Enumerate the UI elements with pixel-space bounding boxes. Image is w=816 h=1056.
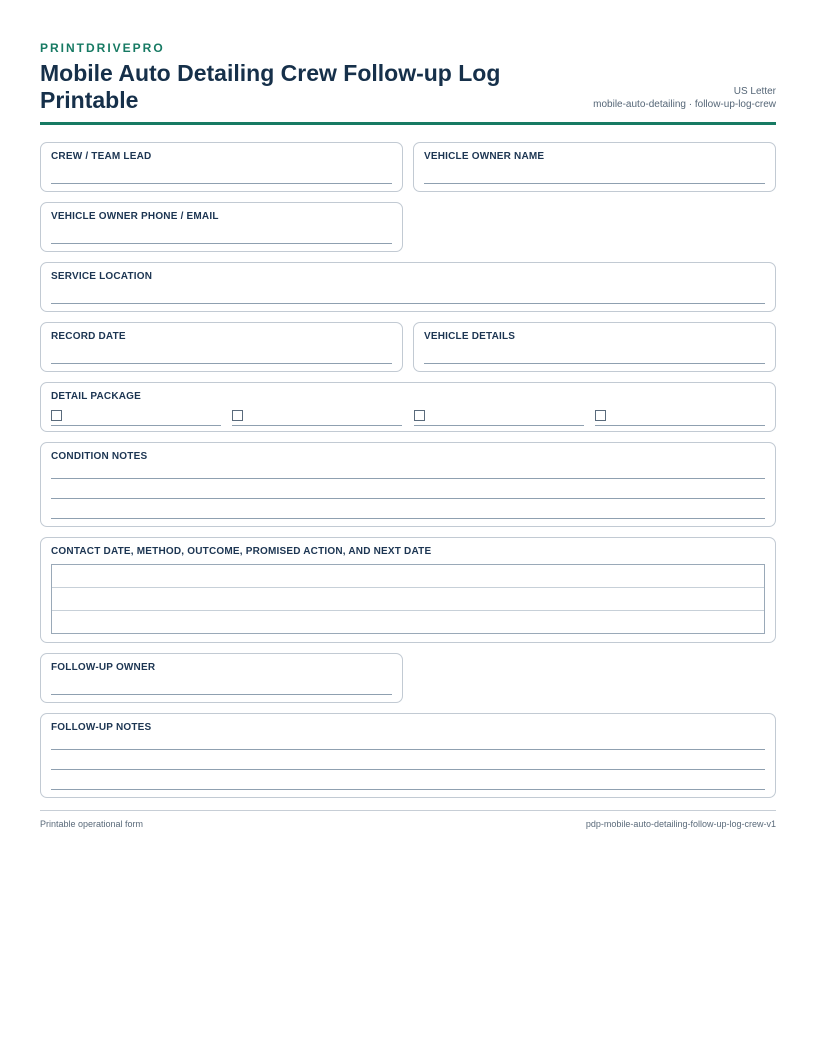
crew-lead-label: CREW / TEAM LEAD [51,151,152,162]
detail-package-option[interactable] [595,409,765,426]
condition-notes-line[interactable] [51,518,765,519]
condition-notes-line[interactable] [51,478,765,479]
footer-divider [40,810,776,811]
contact-log-table [51,564,765,634]
vehicle-owner-contact-label: VEHICLE OWNER PHONE / EMAIL [51,211,219,222]
brand-name: PRINTDRIVEPRO [40,41,165,55]
follow-up-notes-line[interactable] [51,789,765,790]
vehicle-owner-contact-field [40,202,403,252]
header-divider [40,122,776,125]
checkbox[interactable] [414,410,425,421]
vehicle-details-label: VEHICLE DETAILS [424,331,516,342]
detail-package-option[interactable] [414,409,584,426]
footer-caption: Printable operational form [40,819,144,829]
record-date-label: RECORD DATE [51,331,126,342]
detail-package-field [40,382,776,432]
condition-notes-field [40,442,776,527]
record-date-field [40,322,403,372]
detail-package-option[interactable] [232,409,402,426]
service-location-field [40,262,776,312]
follow-up-owner-field [40,653,403,703]
vehicle-details-input-line[interactable] [424,363,765,364]
contact-log-row[interactable] [52,611,764,634]
paper-size: US Letter [733,86,776,97]
follow-up-notes-line[interactable] [51,769,765,770]
follow-up-notes-line[interactable] [51,749,765,750]
follow-up-notes-label: FOLLOW-UP NOTES [51,722,152,733]
contact-log-row[interactable] [52,565,764,588]
follow-up-owner-input-line[interactable] [51,694,392,695]
vehicle-owner-name-field [413,142,776,192]
service-location-label: SERVICE LOCATION [51,271,153,282]
follow-up-notes-field [40,713,776,798]
checkbox[interactable] [232,410,243,421]
contact-log-label: CONTACT DATE, METHOD, OUTCOME, PROMISED ACTION, AND NEXT DATE [51,546,432,557]
detail-package-label: DETAIL PACKAGE [51,391,142,402]
checkbox[interactable] [51,410,62,421]
crew-lead-input-line[interactable] [51,183,392,184]
footer-form-id: pdp-mobile-auto-detailing-follow-up-log-crew-v1 [585,819,776,829]
page-title: Mobile Auto Detailing Crew Follow-up Log Printable [40,60,501,113]
record-date-input-line[interactable] [51,363,392,364]
vehicle-owner-name-label: VEHICLE OWNER NAME [424,151,545,162]
follow-up-owner-label: FOLLOW-UP OWNER [51,662,156,673]
service-location-input-line[interactable] [51,303,765,304]
crew-lead-field [40,142,403,192]
checkbox[interactable] [595,410,606,421]
vehicle-owner-name-input-line[interactable] [424,183,765,184]
contact-log-row[interactable] [52,588,764,611]
detail-package-option[interactable] [51,409,221,426]
condition-notes-label: CONDITION NOTES [51,451,148,462]
contact-log-field [40,537,776,643]
document-meta [593,85,776,111]
vehicle-owner-contact-input-line[interactable] [51,243,392,244]
condition-notes-line[interactable] [51,498,765,499]
document-tags: mobile-auto-detailing · follow-up-log-crew [593,99,776,110]
vehicle-details-field [413,322,776,372]
